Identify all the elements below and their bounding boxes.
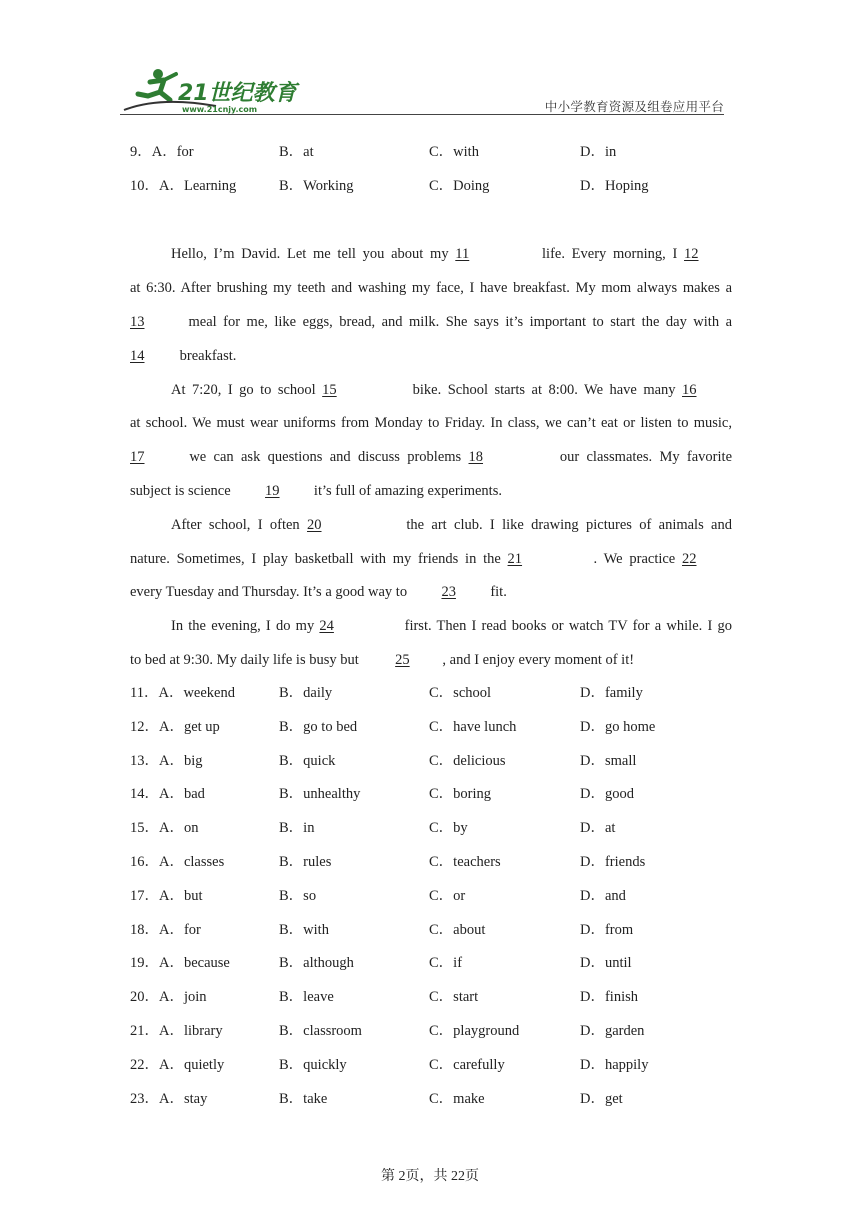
passage-text: , and I enjoy every moment of it! xyxy=(442,652,635,668)
option-d: D．at xyxy=(580,820,616,837)
question-number: 20． xyxy=(130,989,159,1006)
passage-text: to bed at 9:30. My daily life is busy but xyxy=(130,652,359,668)
question-number: 23． xyxy=(130,1090,159,1107)
option-a: A．quietly xyxy=(159,1056,225,1073)
passage-line xyxy=(130,480,732,502)
option-a: A．join xyxy=(159,989,207,1006)
passage-line xyxy=(130,615,732,637)
passage-text: Hello, I’m David. Let me tell you about my xyxy=(171,246,449,262)
question-number: 13． xyxy=(130,752,159,769)
passage-line xyxy=(130,446,732,468)
passage-text: meal for me, like eggs, bread, and milk. She says it’s important to start the day with a xyxy=(188,314,732,330)
passage-text: our classmates. My favorite xyxy=(559,449,732,465)
blank-15: 15 xyxy=(322,382,337,398)
blank-17: 17 xyxy=(130,449,145,465)
option-c: C．or xyxy=(429,887,466,904)
passage-text: every Tuesday and Thursday. It’s a good way to xyxy=(130,584,408,600)
blank-21: 21 xyxy=(507,551,523,567)
option-d: D．and xyxy=(580,887,626,904)
option-c: C．about xyxy=(429,921,486,938)
blank-14: 14 xyxy=(130,348,145,364)
question-number: 22． xyxy=(130,1056,159,1073)
blank-11: 11 xyxy=(455,246,470,262)
passage-text: life. Every morning, I xyxy=(542,246,678,262)
passage-text: fit. xyxy=(490,584,507,600)
option-b: B．quickly xyxy=(279,1056,347,1073)
passage-line xyxy=(130,243,732,265)
option-d: D．garden xyxy=(580,1023,645,1039)
option-a: A．for xyxy=(151,144,194,160)
option-b: B．take xyxy=(279,1090,328,1107)
question-number: 11． xyxy=(130,685,159,701)
option-d: D．in xyxy=(580,144,617,160)
option-c: C．make xyxy=(429,1090,485,1107)
blank-20: 20 xyxy=(307,517,322,533)
option-b: B．quick xyxy=(279,752,336,769)
passage-text: nature. Sometimes, I play basketball with my friends in the xyxy=(130,551,501,567)
option-d: D．get xyxy=(580,1090,623,1107)
option-d: D．friends xyxy=(580,854,646,870)
page-footer: 第 2页，共 22页 xyxy=(381,1169,479,1184)
option-b: B．unhealthy xyxy=(279,786,361,803)
option-a: A．big xyxy=(159,752,203,769)
passage-text: bike. School starts at 8:00. We have many xyxy=(412,382,676,398)
option-b: B．classroom xyxy=(279,1023,362,1039)
option-b: B．Working xyxy=(279,178,354,194)
option-c: C．school xyxy=(429,685,492,701)
question-number: 21． xyxy=(130,1023,159,1039)
passage-text: first. Then I read books or watch TV for a while. I go xyxy=(404,618,732,634)
option-a: A．but xyxy=(159,887,203,904)
blank-12: 12 xyxy=(684,246,699,262)
option-c: C．carefully xyxy=(429,1056,505,1073)
question-number: 18． xyxy=(130,921,159,938)
option-d: D．until xyxy=(580,955,632,972)
option-b: B．with xyxy=(279,921,329,938)
option-b: B．at xyxy=(279,144,314,160)
passage-text: At 7:20, I go to school xyxy=(171,382,316,398)
passage-text: After school, I often xyxy=(171,517,300,533)
page-header xyxy=(120,66,724,116)
blank-18: 18 xyxy=(468,449,484,465)
question-number: 15． xyxy=(130,820,159,837)
passage-text: subject is science xyxy=(130,483,231,499)
option-d: D．good xyxy=(580,786,634,803)
blank-22: 22 xyxy=(682,551,697,567)
option-a: A．classes xyxy=(159,854,225,870)
option-c: C．playground xyxy=(429,1023,520,1039)
option-b: B．leave xyxy=(279,989,334,1006)
option-b: B．although xyxy=(279,955,354,972)
option-b: B．in xyxy=(279,820,315,837)
option-d: D．from xyxy=(580,921,634,938)
passage-text: In the evening, I do my xyxy=(171,618,315,634)
passage-line xyxy=(130,345,732,367)
question-number: 10． xyxy=(130,178,159,194)
option-d: D．go home xyxy=(580,718,656,735)
blank-25: 25 xyxy=(395,652,410,668)
platform-title: 中小学教育资源及组卷应用平台 xyxy=(544,100,724,114)
passage-line xyxy=(130,311,732,333)
option-d: D．family xyxy=(580,685,643,701)
blank-16: 16 xyxy=(682,382,697,398)
option-b: B．so xyxy=(279,887,317,904)
option-c: C．have lunch xyxy=(429,718,517,735)
blank-23: 23 xyxy=(441,584,456,600)
option-a: A．Learning xyxy=(159,178,237,194)
logo-wordmark: 21世纪教育 xyxy=(178,81,297,106)
option-a: A．because xyxy=(159,955,230,972)
option-d: D．Hoping xyxy=(580,178,649,194)
option-c: C．with xyxy=(429,144,479,160)
passage-line xyxy=(130,514,732,536)
option-b: B．daily xyxy=(279,685,333,701)
question-number: 19． xyxy=(130,955,159,972)
passage-text: the art club. I like drawing pictures of animals and xyxy=(406,517,732,533)
option-a: A．library xyxy=(159,1023,223,1039)
passage-line: at school. We must wear uniforms from Monday to Friday. In class, we can’t eat or listen to music, xyxy=(130,415,732,431)
option-a: A．stay xyxy=(159,1090,208,1107)
option-a: A．weekend xyxy=(158,685,235,701)
option-c: C．if xyxy=(429,955,463,972)
passage-line: at 6:30. After brushing my teeth and washing my face, I have breakfast. My mom always makes a xyxy=(130,280,732,296)
option-c: C．teachers xyxy=(429,854,501,870)
option-a: A．bad xyxy=(159,786,205,803)
question-number: 9． xyxy=(130,144,152,160)
option-c: C．delicious xyxy=(429,752,506,769)
option-a: A．get up xyxy=(159,718,220,735)
passage-line xyxy=(130,379,732,401)
option-d: D．happily xyxy=(580,1056,649,1073)
option-c: C．boring xyxy=(429,786,492,803)
question-number: 14． xyxy=(130,786,159,803)
blank-24: 24 xyxy=(319,618,334,634)
option-c: C．by xyxy=(429,820,468,837)
option-b: B．rules xyxy=(279,854,332,870)
header-divider xyxy=(120,114,724,115)
passage-text: breakfast. xyxy=(179,348,237,364)
passage-line xyxy=(130,581,732,603)
blank-19: 19 xyxy=(265,483,280,499)
logo-url: www.21cnjy.com xyxy=(182,105,258,114)
blank-13: 13 xyxy=(130,314,145,330)
passage-text: . We practice xyxy=(593,551,676,567)
21cnjy-logo xyxy=(120,66,300,114)
option-a: A．on xyxy=(159,820,199,837)
option-d: D．small xyxy=(580,752,637,769)
passage-line xyxy=(130,649,732,671)
option-d: D．finish xyxy=(580,989,638,1006)
passage-line xyxy=(130,548,732,570)
question-number: 17． xyxy=(130,887,159,904)
question-number: 16． xyxy=(130,854,159,870)
option-b: B．go to bed xyxy=(279,718,358,735)
passage-text: we can ask questions and discuss problems xyxy=(189,449,462,465)
passage-text: it’s full of amazing experiments. xyxy=(313,483,502,499)
option-c: C．start xyxy=(429,989,479,1006)
question-number: 12． xyxy=(130,718,159,735)
option-a: A．for xyxy=(159,921,201,938)
option-c: C．Doing xyxy=(429,178,490,194)
